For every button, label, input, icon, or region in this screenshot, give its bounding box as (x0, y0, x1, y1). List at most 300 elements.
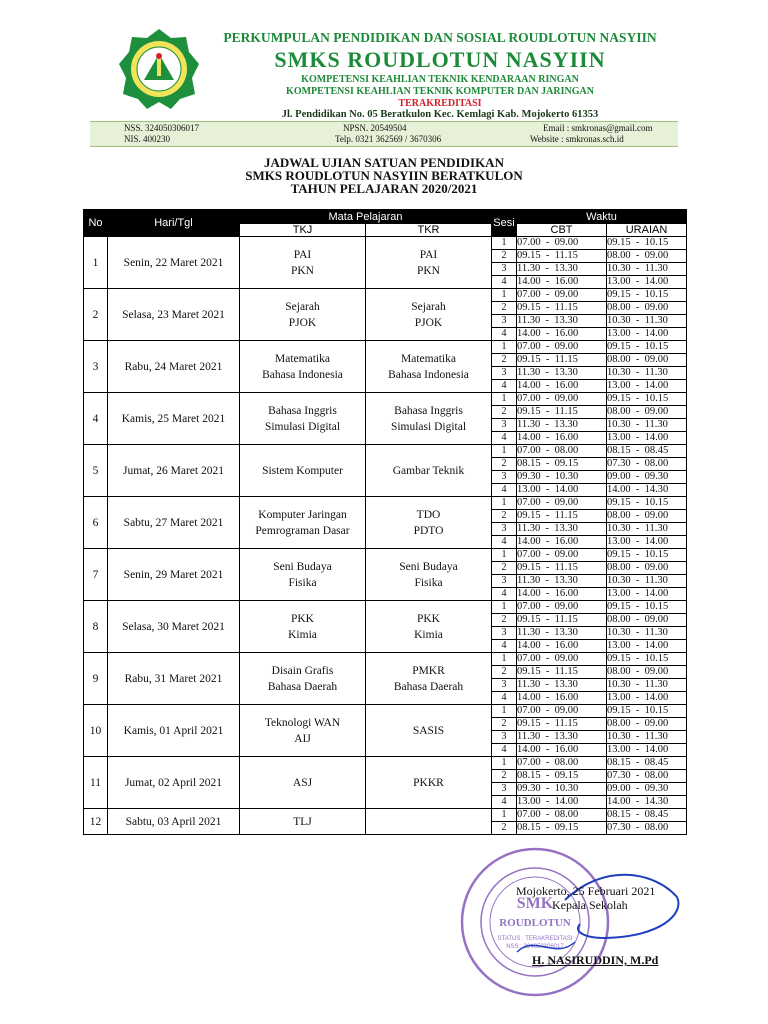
cbt-time (517, 809, 607, 822)
uraian-time (607, 497, 687, 510)
cbt-time (517, 419, 607, 432)
cbt-time (517, 445, 607, 458)
time-separator: - (630, 666, 645, 677)
session-number: 3 (492, 419, 517, 432)
session-number: 3 (492, 575, 517, 588)
cbt-end: 11.15 (554, 354, 578, 365)
time-separator: - (540, 276, 555, 287)
tkj-subject: Simulasi Digital (264, 420, 341, 433)
uraian-time (607, 757, 687, 770)
time-separator: - (630, 809, 645, 820)
cbt-start: 11.30 (517, 367, 541, 378)
cbt-end: 11.15 (554, 510, 578, 521)
time-separator: - (540, 289, 555, 300)
exam-day: Jumat, 02 April 2021 (108, 757, 240, 809)
tkj-subjects (240, 497, 366, 549)
cbt-start: 07.00 (517, 549, 541, 560)
time-separator: - (630, 549, 645, 560)
uraian-start: 08.15 (607, 445, 631, 456)
uraian-time (607, 666, 687, 679)
time-separator: - (630, 575, 645, 586)
tkj-subject: Teknologi WAN (264, 716, 341, 729)
cbt-time (517, 796, 607, 809)
time-separator: - (630, 783, 645, 794)
cbt-start: 14.00 (517, 588, 541, 599)
cbt-start: 09.30 (517, 783, 541, 794)
header-cbt: CBT (517, 224, 607, 237)
session-number: 1 (492, 549, 517, 562)
cbt-end: 08.00 (554, 809, 579, 820)
time-separator: - (630, 419, 645, 430)
uraian-end: 09.00 (644, 562, 669, 573)
cbt-start: 11.30 (517, 575, 541, 586)
time-separator: - (540, 783, 555, 794)
time-separator: - (540, 822, 555, 833)
time-separator: - (540, 237, 555, 248)
tkj-subject: PKK (290, 612, 314, 625)
time-separator: - (630, 380, 645, 391)
uraian-start: 09.00 (607, 783, 631, 794)
time-separator: - (540, 562, 555, 573)
session-number: 2 (492, 354, 517, 367)
uraian-end: 14.30 (644, 484, 669, 495)
tkr-subject: PKN (416, 264, 440, 277)
cbt-start: 09.15 (517, 718, 541, 729)
time-separator: - (540, 484, 555, 495)
row-number: 4 (84, 393, 108, 445)
cbt-start: 07.00 (517, 601, 541, 612)
tkr-subject: Fisika (414, 576, 443, 589)
tkr-subject: PMKR (412, 664, 445, 677)
uraian-end: 09.00 (644, 354, 669, 365)
tkj-subject: Matematika (275, 352, 330, 365)
session-number: 2 (492, 562, 517, 575)
row-number: 3 (84, 341, 108, 393)
uraian-start: 09.15 (607, 497, 631, 508)
exam-day: Kamis, 25 Maret 2021 (108, 393, 240, 445)
session-number: 4 (492, 692, 517, 705)
cbt-time (517, 679, 607, 692)
header-time: Waktu (517, 210, 687, 224)
tkj-subjects (240, 601, 366, 653)
tkr-subject: PJOK (414, 316, 443, 329)
time-separator: - (630, 458, 645, 469)
time-separator: - (630, 406, 645, 417)
uraian-start: 10.30 (607, 315, 631, 326)
time-separator: - (630, 731, 645, 742)
tkr-subjects (366, 653, 492, 705)
cbt-end: 09.00 (554, 601, 579, 612)
cbt-time (517, 640, 607, 653)
schedule-body (84, 237, 687, 835)
cbt-end: 16.00 (554, 536, 579, 547)
uraian-time (607, 692, 687, 705)
tkr-subjects (366, 809, 492, 835)
uraian-start: 07.30 (607, 822, 631, 833)
school-address: Jl. Pendidikan No. 05 Beratkulon Kec. Kemlagi Kab. Mojokerto 61353 (281, 109, 599, 120)
uraian-time (607, 770, 687, 783)
uraian-end: 14.00 (644, 380, 669, 391)
cbt-time (517, 302, 607, 315)
tkj-subject: TLJ (293, 815, 312, 828)
cbt-time (517, 276, 607, 289)
cbt-start: 14.00 (517, 640, 541, 651)
uraian-time (607, 458, 687, 471)
cbt-start: 07.00 (517, 653, 541, 664)
cbt-end: 13.30 (554, 679, 578, 690)
uraian-start: 09.15 (607, 237, 631, 248)
cbt-end: 09.00 (554, 497, 579, 508)
uraian-time (607, 536, 687, 549)
time-separator: - (540, 549, 555, 560)
uraian-end: 14.00 (644, 588, 669, 599)
cbt-start: 14.00 (517, 276, 541, 287)
exam-day: Sabtu, 03 April 2021 (108, 809, 240, 835)
tkj-subject: Pemrograman Dasar (255, 524, 350, 537)
cbt-start: 09.15 (517, 614, 541, 625)
cbt-start: 14.00 (517, 328, 541, 339)
header-no: No (84, 210, 108, 237)
uraian-end: 10.15 (644, 601, 669, 612)
uraian-end: 11.30 (644, 315, 668, 326)
tkj-subjects (240, 445, 366, 497)
uraian-start: 09.15 (607, 549, 631, 560)
uraian-end: 10.15 (644, 393, 669, 404)
time-separator: - (630, 523, 645, 534)
time-separator: - (630, 744, 645, 755)
cbt-end: 11.15 (554, 614, 578, 625)
session-row (84, 393, 687, 406)
uraian-start: 13.00 (607, 640, 631, 651)
tkr-subjects (366, 497, 492, 549)
session-number: 2 (492, 250, 517, 263)
tkr-subject: Kimia (414, 628, 443, 641)
time-separator: - (540, 328, 555, 339)
tkr-subjects (366, 393, 492, 445)
tkj-subject: Seni Budaya (273, 560, 332, 573)
exam-day: Rabu, 31 Maret 2021 (108, 653, 240, 705)
uraian-start: 09.15 (607, 393, 631, 404)
time-separator: - (630, 237, 645, 248)
time-separator: - (630, 679, 645, 690)
tkj-subject: PKN (290, 264, 314, 277)
tkr-subject: Simulasi Digital (390, 420, 467, 433)
session-row (84, 497, 687, 510)
time-separator: - (540, 393, 555, 404)
session-number: 1 (492, 445, 517, 458)
time-separator: - (630, 341, 645, 352)
session-number: 1 (492, 809, 517, 822)
cbt-start: 08.15 (517, 458, 541, 469)
uraian-end: 14.30 (644, 796, 669, 807)
session-number: 2 (492, 770, 517, 783)
cbt-time (517, 783, 607, 796)
cbt-end: 09.00 (554, 705, 579, 716)
time-separator: - (540, 588, 555, 599)
uraian-time (607, 315, 687, 328)
time-separator: - (630, 601, 645, 612)
cbt-end: 16.00 (554, 380, 579, 391)
uraian-start: 14.00 (607, 484, 631, 495)
time-separator: - (630, 692, 645, 703)
time-separator: - (540, 380, 555, 391)
time-separator: - (630, 250, 645, 261)
uraian-time (607, 614, 687, 627)
cbt-start: 09.15 (517, 354, 541, 365)
uraian-start: 10.30 (607, 367, 631, 378)
time-separator: - (630, 263, 645, 274)
uraian-time (607, 432, 687, 445)
uraian-end: 09.00 (644, 510, 669, 521)
tkj-subjects (240, 341, 366, 393)
session-number: 4 (492, 744, 517, 757)
session-number: 1 (492, 653, 517, 666)
uraian-time (607, 679, 687, 692)
tkr-subjects (366, 445, 492, 497)
cbt-end: 09.00 (554, 653, 579, 664)
header-tkj: TKJ (240, 224, 366, 237)
time-separator: - (540, 653, 555, 664)
uraian-time (607, 627, 687, 640)
cbt-start: 09.30 (517, 471, 541, 482)
uraian-time (607, 718, 687, 731)
uraian-start: 10.30 (607, 731, 631, 742)
uraian-start: 08.00 (607, 510, 631, 521)
uraian-time (607, 406, 687, 419)
uraian-end: 11.30 (644, 731, 668, 742)
tkj-subjects (240, 757, 366, 809)
doc-title-line-3: TAHUN PELAJARAN 2020/2021 (290, 181, 478, 196)
uraian-end: 08.00 (644, 822, 669, 833)
uraian-start: 10.30 (607, 627, 631, 638)
school-stamp (455, 842, 697, 1002)
session-number: 4 (492, 588, 517, 601)
cbt-time (517, 380, 607, 393)
uraian-end: 11.30 (644, 419, 668, 430)
doc-title-line-2: SMKS ROUDLOTUN NASYIIN BERATKULON (245, 168, 523, 183)
header-subject: Mata Pelajaran (240, 210, 492, 224)
uraian-start: 09.15 (607, 289, 631, 300)
cbt-end: 08.00 (554, 445, 579, 456)
time-separator: - (540, 302, 555, 313)
uraian-end: 10.15 (644, 653, 669, 664)
uraian-start: 09.00 (607, 471, 631, 482)
tkr-subjects (366, 601, 492, 653)
session-number: 2 (492, 458, 517, 471)
cbt-start: 11.30 (517, 315, 541, 326)
exam-day: Jumat, 26 Maret 2021 (108, 445, 240, 497)
tkj-subject: Bahasa Inggris (268, 404, 337, 417)
uraian-start: 08.00 (607, 718, 631, 729)
uraian-start: 08.15 (607, 757, 631, 768)
cbt-end: 09.00 (554, 237, 579, 248)
cbt-end: 11.15 (554, 302, 578, 313)
uraian-start: 09.15 (607, 705, 631, 716)
uraian-end: 09.00 (644, 406, 669, 417)
time-separator: - (540, 354, 555, 365)
tkr-subject: PAI (419, 248, 438, 261)
time-separator: - (540, 497, 555, 508)
exam-day: Sabtu, 27 Maret 2021 (108, 497, 240, 549)
uraian-time (607, 588, 687, 601)
time-separator: - (540, 627, 555, 638)
time-separator: - (540, 523, 555, 534)
uraian-time (607, 640, 687, 653)
uraian-end: 09.30 (644, 783, 669, 794)
uraian-end: 11.30 (644, 367, 668, 378)
session-number: 2 (492, 718, 517, 731)
tkr-subjects (366, 549, 492, 601)
uraian-start: 08.15 (607, 809, 631, 820)
time-separator: - (630, 588, 645, 599)
time-separator: - (540, 692, 555, 703)
tkr-subject: SASIS (412, 724, 445, 737)
cbt-time (517, 588, 607, 601)
cbt-time (517, 614, 607, 627)
uraian-time (607, 393, 687, 406)
cbt-start: 14.00 (517, 692, 541, 703)
website-text: Website : smkronas.sch.id (530, 134, 624, 144)
nis-text: NIS. 400230 (124, 134, 171, 144)
cbt-time (517, 484, 607, 497)
time-separator: - (540, 419, 555, 430)
tkj-subject: Disain Grafis (271, 664, 334, 677)
time-separator: - (540, 601, 555, 612)
cbt-time (517, 341, 607, 354)
doc-title-line-1: JADWAL UJIAN SATUAN PENDIDIKAN (264, 155, 504, 170)
uraian-end: 14.00 (644, 536, 669, 547)
cbt-end: 11.15 (554, 718, 578, 729)
time-separator: - (540, 458, 555, 469)
time-separator: - (540, 731, 555, 742)
cbt-start: 11.30 (517, 523, 541, 534)
time-separator: - (630, 653, 645, 664)
time-separator: - (630, 614, 645, 625)
uraian-end: 10.15 (644, 549, 669, 560)
cbt-time (517, 354, 607, 367)
session-row (84, 445, 687, 458)
uraian-end: 08.45 (644, 757, 669, 768)
uraian-time (607, 328, 687, 341)
cbt-start: 08.15 (517, 770, 541, 781)
tkj-subject: Fisika (288, 576, 317, 589)
session-row (84, 549, 687, 562)
cbt-start: 09.15 (517, 302, 541, 313)
session-number: 4 (492, 276, 517, 289)
session-row (84, 237, 687, 250)
signature-place-date: Mojokerto, 25 Februari 2021 (516, 884, 656, 898)
cbt-end: 09.00 (554, 393, 579, 404)
session-number: 2 (492, 406, 517, 419)
uraian-start: 09.15 (607, 341, 631, 352)
uraian-time (607, 601, 687, 614)
uraian-end: 11.30 (644, 523, 668, 534)
uraian-end: 14.00 (644, 328, 669, 339)
session-number: 2 (492, 510, 517, 523)
cbt-start: 07.00 (517, 445, 541, 456)
row-number: 6 (84, 497, 108, 549)
cbt-start: 07.00 (517, 341, 541, 352)
uraian-start: 10.30 (607, 523, 631, 534)
uraian-time (607, 744, 687, 757)
uraian-time (607, 523, 687, 536)
uraian-time (607, 822, 687, 835)
uraian-end: 08.45 (644, 445, 669, 456)
uraian-end: 14.00 (644, 276, 669, 287)
uraian-end: 09.30 (644, 471, 669, 482)
tkj-subjects (240, 289, 366, 341)
competency-2: KOMPETENSI KEAHLIAN TEKNIK KOMPUTER DAN JARINGAN (286, 86, 594, 97)
cbt-start: 07.00 (517, 809, 541, 820)
uraian-end: 10.15 (644, 237, 669, 248)
time-separator: - (630, 536, 645, 547)
time-separator: - (540, 315, 555, 326)
uraian-time (607, 380, 687, 393)
tkr-subject: Matematika (401, 352, 456, 365)
time-separator: - (630, 796, 645, 807)
uraian-start: 13.00 (607, 692, 631, 703)
uraian-start: 08.00 (607, 406, 631, 417)
session-row (84, 653, 687, 666)
session-number: 3 (492, 783, 517, 796)
accreditation-label: TERAKREDITASI (398, 98, 482, 109)
tkj-subjects (240, 809, 366, 835)
tkj-subjects (240, 393, 366, 445)
row-number: 8 (84, 601, 108, 653)
tkr-subject: Bahasa Inggris (394, 404, 463, 417)
time-separator: - (630, 432, 645, 443)
uraian-end: 11.30 (644, 679, 668, 690)
cbt-end: 16.00 (554, 588, 579, 599)
cbt-end: 13.30 (554, 263, 578, 274)
row-number: 7 (84, 549, 108, 601)
time-separator: - (630, 640, 645, 651)
time-separator: - (630, 471, 645, 482)
time-separator: - (540, 757, 555, 768)
session-row (84, 809, 687, 822)
cbt-time (517, 822, 607, 835)
row-number: 11 (84, 757, 108, 809)
cbt-time (517, 653, 607, 666)
cbt-start: 09.15 (517, 250, 541, 261)
cbt-start: 11.30 (517, 627, 541, 638)
cbt-time (517, 263, 607, 276)
uraian-end: 10.15 (644, 289, 669, 300)
cbt-start: 13.00 (517, 796, 541, 807)
uraian-end: 09.00 (644, 302, 669, 313)
svg-text:NSS : 324050306017: NSS : 324050306017 (506, 944, 564, 950)
uraian-time (607, 562, 687, 575)
cbt-start: 07.00 (517, 705, 541, 716)
time-separator: - (630, 510, 645, 521)
time-separator: - (540, 575, 555, 586)
time-separator: - (540, 341, 555, 352)
cbt-time (517, 328, 607, 341)
tkr-subject: Bahasa Indonesia (388, 368, 469, 381)
session-number: 3 (492, 471, 517, 484)
exam-schedule-table (83, 209, 687, 835)
uraian-time (607, 367, 687, 380)
session-number: 3 (492, 679, 517, 692)
session-number: 1 (492, 497, 517, 510)
cbt-time (517, 731, 607, 744)
time-separator: - (540, 679, 555, 690)
uraian-end: 08.00 (644, 458, 669, 469)
tkr-subjects (366, 705, 492, 757)
cbt-end: 11.15 (554, 562, 578, 573)
cbt-time (517, 770, 607, 783)
cbt-time (517, 393, 607, 406)
